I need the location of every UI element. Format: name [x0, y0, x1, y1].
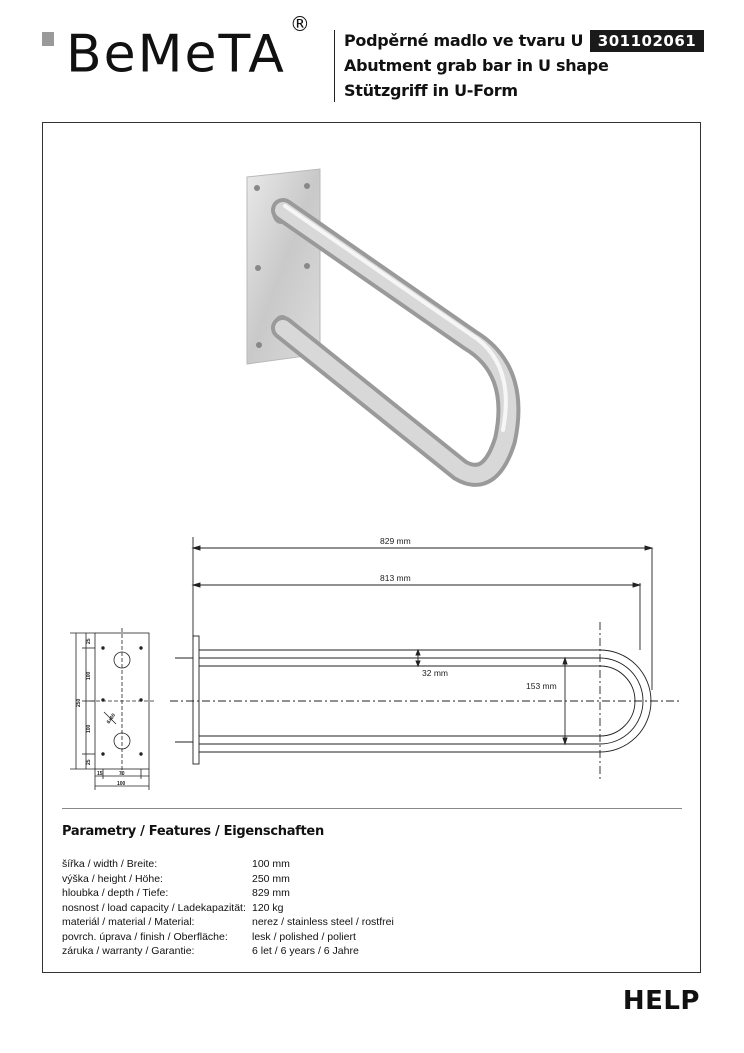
dim-32-label: 32 mm — [422, 668, 448, 678]
side-view-drawing — [70, 628, 155, 790]
side-dim-100-width: 100 — [117, 781, 126, 787]
feature-label: záruka / warranty / Garantie: — [62, 945, 195, 957]
feature-row — [62, 915, 394, 930]
feature-row — [62, 901, 394, 916]
feature-row — [62, 857, 394, 872]
feature-label: nosnost / load capacity / Ladekapazität: — [62, 901, 246, 914]
feature-label: výška / height / Höhe: — [62, 872, 163, 885]
feature-row — [62, 930, 394, 945]
feature-value: 6 let / 6 years / 6 Jahre — [252, 945, 359, 957]
dim-153-label: 153 mm — [526, 681, 557, 691]
feature-row — [62, 872, 394, 887]
features-title: Parametry / Features / Eigenschaften — [62, 824, 324, 839]
brand-logo: BeMeTA® — [66, 12, 312, 85]
features-table — [62, 857, 394, 959]
feature-value: nerez / stainless steel / rostfrei — [252, 916, 394, 928]
title-cz: Podpěrné madlo ve tvaru U — [344, 31, 584, 50]
side-dim-250: 250 — [76, 698, 82, 707]
side-dim-100-top: 100 — [86, 671, 92, 680]
feature-value: lesk / polished / poliert — [252, 930, 356, 943]
feature-value: 100 mm — [252, 858, 290, 870]
feature-label: šířka / width / Breite: — [62, 858, 158, 870]
series-name: HELP — [622, 986, 700, 1016]
screw-icon — [304, 263, 310, 269]
screw-size-label: 6x60 — [105, 712, 118, 726]
section-divider — [62, 808, 682, 809]
side-dim-100-bottom: 100 — [86, 724, 92, 733]
screw-icon — [254, 185, 260, 191]
dim-813-label: 813 mm — [380, 573, 411, 583]
feature-row — [62, 944, 394, 959]
screw-icon — [256, 342, 262, 348]
side-dim-70: 70 — [119, 771, 125, 777]
side-dim-25-top: 25 — [86, 638, 92, 644]
side-dim-25-bottom: 25 — [86, 759, 92, 765]
feature-value: 829 mm — [252, 887, 290, 899]
screw-icon — [255, 265, 261, 271]
side-dim-15: 15 — [97, 771, 103, 777]
title-en: Abutment grab bar in U shape — [344, 56, 609, 75]
feature-value: 120 kg — [252, 901, 284, 914]
feature-label: hloubka / depth / Tiefe: — [62, 887, 169, 899]
dim-829-label: 829 mm — [380, 536, 411, 546]
feature-value: 250 mm — [252, 872, 290, 885]
feature-row — [62, 886, 394, 901]
screw-icon — [304, 183, 310, 189]
top-view-drawing — [170, 537, 680, 780]
product-photo — [247, 169, 508, 475]
feature-label: materiál / material / Material: — [62, 916, 195, 928]
product-code-badge: 301102061 — [590, 30, 704, 52]
title-de: Stützgriff in U-Form — [344, 81, 518, 100]
feature-label: povrch. úprava / finish / Oberfläche: — [62, 930, 228, 943]
